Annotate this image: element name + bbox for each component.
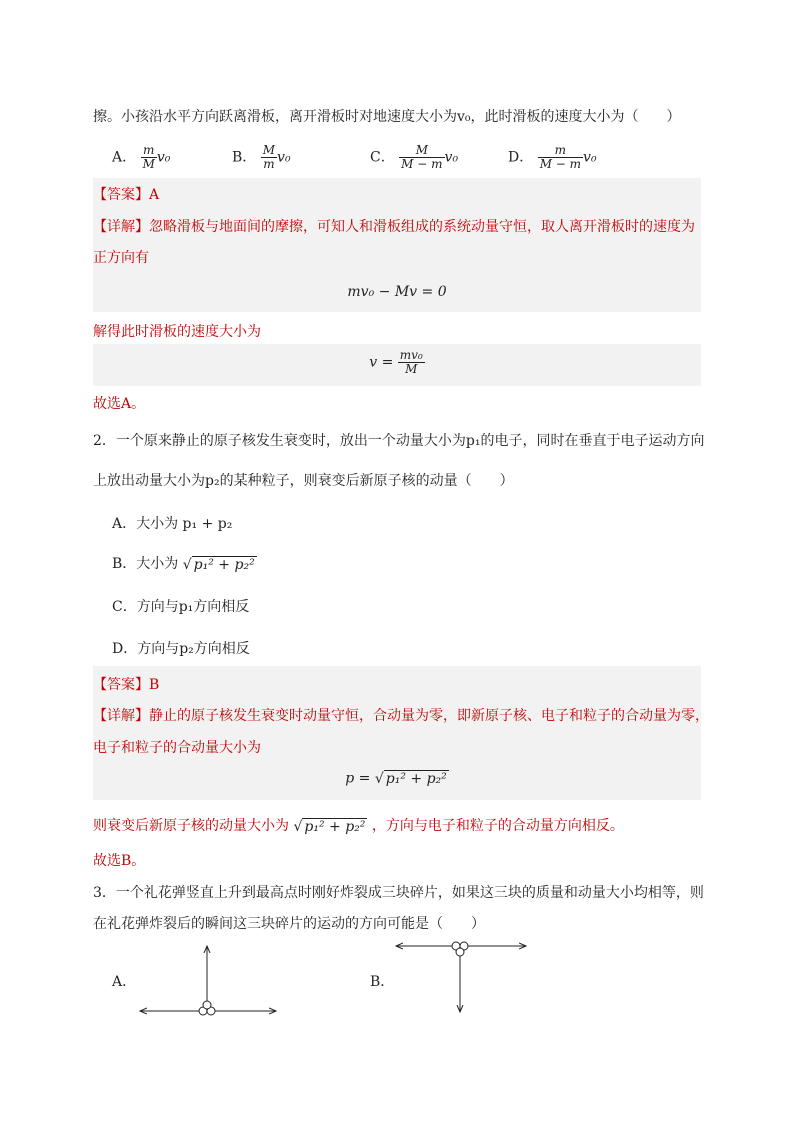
q1-option-b[interactable]: B． $\frac{M}{m}$ v₀ <box>232 143 291 171</box>
q1-solve-text: 解得此时滑板的速度大小为 <box>93 324 261 340</box>
q2-detail-line1: 【详解】静止的原子核发生衰变时动量守恒，合动量为零，即新原子核、电子和粒子的合动量为零， <box>93 708 709 724</box>
q2-detail-line2: 电子和粒子的合动量大小为 <box>93 740 261 756</box>
q1-detail-line1: 【详解】忽略滑板与地面间的摩擦，可知人和滑板组成的系统动量守恒，取人离开滑板时的速度为 <box>93 219 695 235</box>
q3-stem-line2: 在礼花弹炸裂后的瞬间这三块碎片的运动的方向可能是（ ） <box>93 916 485 932</box>
q1-stem: 擦。小孩沿水平方向跃离滑板，离开滑板时对地速度大小为v₀，此时滑板的速度大小为（ ） <box>93 109 681 125</box>
q2-after-text: 则衰变后新原子核的动量大小为 √ p₁² + p₂² ，方向与电子和粒子的合动量方向相反。 <box>93 818 624 835</box>
q1-answer: 【答案】A <box>93 187 160 203</box>
q2-option-d[interactable]: D．方向与p₂方向相反 <box>112 641 250 657</box>
q3-option-b-label[interactable]: B． <box>370 974 395 990</box>
q1-option-d[interactable]: D． $\frac{m}{M - m}$ v₀ <box>508 143 597 171</box>
q2-equation: p = √ p₁² + p₂² <box>345 770 447 787</box>
q3-option-a-label[interactable]: A． <box>112 974 137 990</box>
q3-stem-line1: 3．一个礼花弹竖直上升到最高点时刚好炸裂成三块碎片，如果这三块的质量和动量大小均相等，则 <box>93 885 704 901</box>
q1-option-a[interactable]: A． $\frac{m}{M}$ v₀ <box>112 143 171 171</box>
q1-equation-2: v = $\frac{\text{mv₀}}{M}$ <box>369 348 423 376</box>
sqrt-expression: √ p₁² + p₂² <box>182 556 255 573</box>
q1-detail-line2: 正方向有 <box>93 250 149 266</box>
q2-answer: 【答案】B <box>93 677 160 693</box>
diagram-b <box>396 942 526 1012</box>
q2-conclusion: 故选B。 <box>93 853 146 869</box>
q2-option-a[interactable]: A．大小为 p₁ + p₂ <box>112 516 233 532</box>
diagram-a <box>140 946 276 1015</box>
q2-stem-line1: 2．一个原来静止的原子核发生衰变时，放出一个动量大小为p₁的电子，同时在垂直于电子运动方向 <box>93 433 705 449</box>
q1-equation-1: mv₀ − Mv = 0 <box>347 284 447 300</box>
q1-conclusion: 故选A。 <box>93 396 146 412</box>
q2-option-b[interactable]: B．大小为 √ p₁² + p₂² <box>112 556 255 573</box>
q1-option-c[interactable]: C． $\frac{M}{M - m}$ v₀ <box>370 143 459 171</box>
q2-option-c[interactable]: C．方向与p₁方向相反 <box>112 599 250 615</box>
q2-stem-line2: 上放出动量大小为p₂的某种粒子，则衰变后新原子核的动量（ ） <box>93 473 514 489</box>
